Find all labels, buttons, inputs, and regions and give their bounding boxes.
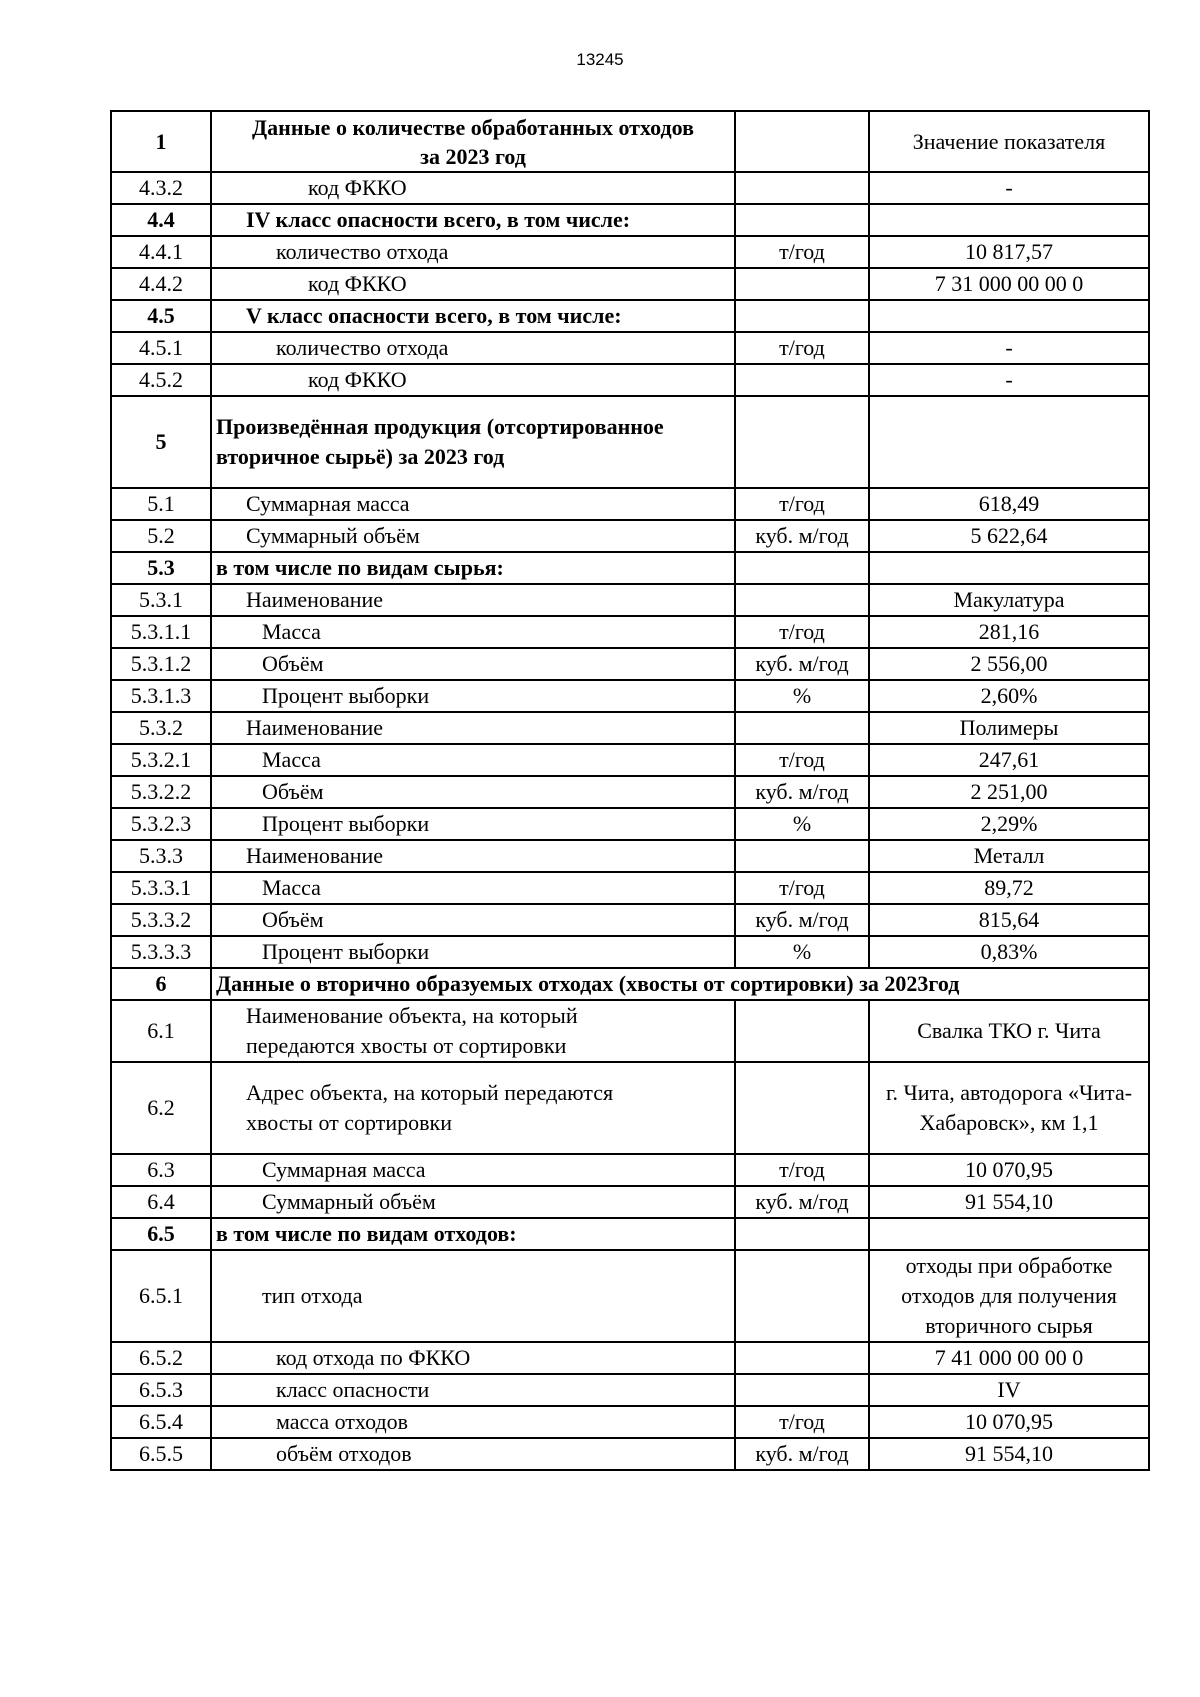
header-col-value: Значение показателя [869,111,1149,172]
table-row [111,680,1149,712]
row-value: 91 554,10 [869,1438,1149,1470]
row-label: код ФККО [211,268,735,300]
table-row [111,236,1149,268]
row-number: 5.1 [111,488,211,520]
table-row [111,552,1149,584]
page-number: 13245 [576,50,624,69]
row-number: 6.5.5 [111,1438,211,1470]
row-value: 10 070,95 [869,1406,1149,1438]
row-label: Масса [211,744,735,776]
row-number: 4.4.2 [111,268,211,300]
row-number: 5.3.3.2 [111,904,211,936]
row-number: 5.3.2.2 [111,776,211,808]
row-value: 247,61 [869,744,1149,776]
row-label: Наименование [211,712,735,744]
table-row [111,776,1149,808]
row-label: Объём [211,904,735,936]
row-label: Данные о вторично образуемых отходах (хвосты от сортировки) за 2023год [211,968,1149,1000]
row-value: 2,60% [869,680,1149,712]
row-unit [735,300,869,332]
row-label: в том числе по видам сырья: [211,552,735,584]
table-row [111,488,1149,520]
row-value [869,1250,1149,1342]
row-value: 815,64 [869,904,1149,936]
row-label: код отхода по ФККО [211,1342,735,1374]
row-number: 5.3.3.3 [111,936,211,968]
row-unit [735,1342,869,1374]
row-label: Процент выборки [211,808,735,840]
table-row [111,268,1149,300]
row-unit: куб. м/год [735,1186,869,1218]
row-value: 7 41 000 00 00 0 [869,1342,1149,1374]
row-label: объём отходов [211,1438,735,1470]
row-number: 5 [111,396,211,488]
row-unit [735,584,869,616]
row-number: 5.3.1.1 [111,616,211,648]
table-row [111,364,1149,396]
row-value: 0,83% [869,936,1149,968]
row-value [869,1062,1149,1154]
row-number: 4.5 [111,300,211,332]
row-label: Масса [211,616,735,648]
row-number: 5.3.3.1 [111,872,211,904]
row-value: Металл [869,840,1149,872]
row-label: масса отходов [211,1406,735,1438]
row-unit [735,1374,869,1406]
table-row [111,1342,1149,1374]
row-value [869,552,1149,584]
header-title-line1: Данные о количестве обработанных отходов [252,114,694,140]
row-number: 6.5.3 [111,1374,211,1406]
row-label: Суммарная масса [211,488,735,520]
row-unit [735,712,869,744]
row-label-line2: хвосты от сортировки [246,1110,452,1135]
table-row [111,1438,1149,1470]
row-label: количество отхода [211,236,735,268]
row-label: код ФККО [211,172,735,204]
row-number: 6.5.4 [111,1406,211,1438]
row-number: 5.3.1.2 [111,648,211,680]
row-unit: т/год [735,332,869,364]
table-row [111,332,1149,364]
row-label: Процент выборки [211,936,735,968]
row-number: 5.3.1.3 [111,680,211,712]
row-number: 6.4 [111,1186,211,1218]
row-unit: % [735,680,869,712]
row-label [211,1062,735,1154]
row-value-line1: отходы при обработке [905,1253,1113,1278]
row-number: 6.1 [111,1000,211,1062]
table-row [111,904,1149,936]
table-row [111,648,1149,680]
table-row [111,1154,1149,1186]
row-label: Суммарная масса [211,1154,735,1186]
table-row [111,808,1149,840]
row-unit: куб. м/год [735,776,869,808]
row-label [211,1000,735,1062]
table-row [111,840,1149,872]
row-unit [735,1062,869,1154]
row-number: 4.5.1 [111,332,211,364]
row-number: 4.3.2 [111,172,211,204]
row-number: 4.4 [111,204,211,236]
table-row [111,1062,1149,1154]
row-unit [735,552,869,584]
row-number: 6.5 [111,1218,211,1250]
row-number: 4.5.2 [111,364,211,396]
report-table [110,110,1150,1471]
row-value: 618,49 [869,488,1149,520]
row-value: IV [869,1374,1149,1406]
row-label-line1: Произведённая продукция (отсортированное [216,414,664,439]
table-row [111,1406,1149,1438]
row-value: - [869,364,1149,396]
row-label: в том числе по видам отходов: [211,1218,735,1250]
table-row [111,936,1149,968]
row-value: Макулатура [869,584,1149,616]
header-col-number: 1 [111,111,211,172]
row-value: Свалка ТКО г. Чита [869,1000,1149,1062]
table-row [111,584,1149,616]
row-unit [735,204,869,236]
table-row [111,520,1149,552]
row-unit: т/год [735,872,869,904]
row-label: количество отхода [211,332,735,364]
row-label: Наименование [211,584,735,616]
header-title-line2: за 2023 год [420,143,526,169]
table-row [111,968,1149,1000]
row-value [869,396,1149,488]
row-label [211,396,735,488]
row-value-line2: Хабаровск», км 1,1 [919,1110,1099,1135]
row-value: 2 556,00 [869,648,1149,680]
row-number: 5.3.2.3 [111,808,211,840]
row-number: 4.4.1 [111,236,211,268]
row-unit: куб. м/год [735,648,869,680]
table-row [111,300,1149,332]
row-unit: % [735,808,869,840]
table-row [111,1000,1149,1062]
row-unit: т/год [735,744,869,776]
row-unit [735,1250,869,1342]
row-number: 5.2 [111,520,211,552]
row-value: 91 554,10 [869,1186,1149,1218]
row-value-line2: отходов для получения [901,1283,1117,1308]
row-unit: куб. м/год [735,520,869,552]
row-unit: куб. м/год [735,1438,869,1470]
row-value: 10 817,57 [869,236,1149,268]
row-number: 5.3.2 [111,712,211,744]
row-number: 6.5.2 [111,1342,211,1374]
row-value: - [869,172,1149,204]
row-unit [735,268,869,300]
row-label-line1: Адрес объекта, на который передаются [246,1080,614,1105]
row-number: 5.3 [111,552,211,584]
row-label-line1: Наименование объекта, на который [246,1003,578,1028]
row-label: Объём [211,776,735,808]
row-unit [735,1218,869,1250]
table-row [111,1374,1149,1406]
table-row [111,872,1149,904]
row-number: 6.2 [111,1062,211,1154]
row-number: 6.5.1 [111,1250,211,1342]
row-value: 89,72 [869,872,1149,904]
header-col-title [211,111,735,172]
row-value [869,1218,1149,1250]
row-unit: т/год [735,1406,869,1438]
table-row [111,744,1149,776]
table-header-row [111,111,1149,172]
row-value: 7 31 000 00 00 0 [869,268,1149,300]
header-col-unit [735,111,869,172]
table-row [111,1218,1149,1250]
table-row [111,1186,1149,1218]
row-label: Масса [211,872,735,904]
table-row [111,712,1149,744]
row-unit: куб. м/год [735,904,869,936]
row-unit: % [735,936,869,968]
row-label-line2: передаются хвосты от сортировки [246,1033,567,1058]
row-label-line2: вторичное сырьё) за 2023 год [216,444,505,469]
row-value: - [869,332,1149,364]
row-unit [735,840,869,872]
table-row [111,1250,1149,1342]
row-unit [735,172,869,204]
row-value [869,204,1149,236]
row-value [869,300,1149,332]
row-number: 5.3.3 [111,840,211,872]
row-label: Объём [211,648,735,680]
row-unit: т/год [735,1154,869,1186]
row-label: код ФККО [211,364,735,396]
row-label: Наименование [211,840,735,872]
row-unit [735,1000,869,1062]
row-value: Полимеры [869,712,1149,744]
row-unit: т/год [735,616,869,648]
row-label: Суммарный объём [211,520,735,552]
row-unit: т/год [735,236,869,268]
table-row [111,204,1149,236]
row-number: 6 [111,968,211,1000]
table-row [111,172,1149,204]
row-label: IV класс опасности всего, в том числе: [211,204,735,236]
table-row [111,616,1149,648]
row-label: Процент выборки [211,680,735,712]
row-value-line1: г. Чита, автодорога «Чита- [885,1080,1133,1105]
row-value: 2 251,00 [869,776,1149,808]
row-value: 10 070,95 [869,1154,1149,1186]
row-number: 5.3.1 [111,584,211,616]
row-value: 2,29% [869,808,1149,840]
row-unit [735,364,869,396]
row-value-line3: вторичного сырья [925,1313,1093,1338]
row-value: 281,16 [869,616,1149,648]
row-label: тип отхода [211,1250,735,1342]
row-number: 5.3.2.1 [111,744,211,776]
row-number: 6.3 [111,1154,211,1186]
row-label: класс опасности [211,1374,735,1406]
row-unit: т/год [735,488,869,520]
row-label: V класс опасности всего, в том числе: [211,300,735,332]
row-unit [735,396,869,488]
row-label: Суммарный объём [211,1186,735,1218]
table-row [111,396,1149,488]
row-value: 5 622,64 [869,520,1149,552]
